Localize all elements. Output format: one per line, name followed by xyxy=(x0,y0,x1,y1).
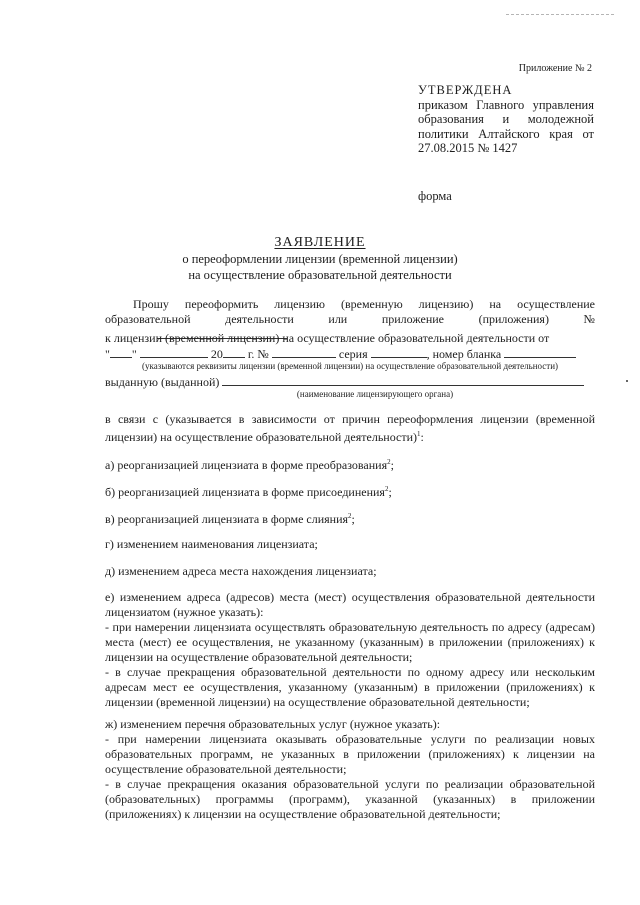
series-label: серия xyxy=(338,347,368,361)
license-details-line xyxy=(105,346,595,361)
item-zh xyxy=(105,717,595,822)
appendix-label: Приложение № 2 xyxy=(518,63,592,74)
item-a xyxy=(105,455,595,473)
year-field[interactable] xyxy=(223,346,245,358)
item-v-footnote: 2 xyxy=(348,512,352,520)
item-e xyxy=(105,590,595,710)
item-b xyxy=(105,482,595,500)
day-field[interactable] xyxy=(110,346,132,358)
item-v xyxy=(105,509,595,527)
authority-caption: (наименование лицензирующего органа) xyxy=(296,389,454,399)
number-label: г. № xyxy=(247,347,269,361)
form-label: форма xyxy=(418,189,452,203)
item-e-text: е) изменением адреса (адресов) места (мест) осуществления образовательной деятельности лицензиатом (нужное указать): xyxy=(105,590,595,619)
scan-speck xyxy=(626,380,628,382)
item-a-footnote: 2 xyxy=(387,458,391,466)
item-a-text: а) реорганизацией лицензиата в форме преобразования xyxy=(105,458,388,472)
blank-number-label: , номер бланка xyxy=(426,347,502,361)
reason-suffix: : xyxy=(420,430,424,444)
item-zh-sub2: - в случае прекращения оказания образовательной услуги по реализации образовательной (образовательных) программы (программ), указанной (указанных) в приложении (приложениях) к лицензии на осуществление образовательной деятельности; xyxy=(105,777,595,821)
item-e-sub1: - при намерении лицензиата осуществлять образовательную деятельность по адресу (адресам) места (мест) ее осуществления, не указанному (указанным) в приложении (приложениях) к лицензии на осуществление образовательной деятельности; xyxy=(105,620,595,664)
item-zh-sub1: - при намерении лицензиата оказывать образовательные услуги по реализации новых образовательных программ, не указанных в приложении (приложениях) к лицензии на осуществление образовательной деятельности; xyxy=(105,732,595,776)
approved-heading: УТВЕРЖДЕНА xyxy=(418,83,513,97)
title-line-1: ЗАЯВЛЕНИЕ xyxy=(274,235,366,250)
details-caption: (указываются реквизиты лицензии (временной лицензии) на осуществление образовательной деятельности) xyxy=(141,361,559,371)
intro-text: Прошу переоформить лицензию (временную лицензию) на осуществление образовательной деятельности или приложение (приложения) № xyxy=(105,297,595,326)
date-quote-close: " xyxy=(131,347,137,361)
item-g: г) изменением наименования лицензиата; xyxy=(105,537,318,551)
license-number-field[interactable] xyxy=(272,346,336,358)
approved-by-text: приказом Главного управления образования и молодежной политики Алтайского края от 27.08.2015 № 1427 xyxy=(418,97,594,155)
issued-label: выданную (выданной) xyxy=(105,375,220,389)
item-b-end: ; xyxy=(388,485,392,499)
approval-block xyxy=(418,83,594,156)
year-label: 20 xyxy=(210,347,223,361)
item-v-end: ; xyxy=(351,512,355,526)
item-b-text: б) реорганизацией лицензиата в форме присоединения xyxy=(105,485,385,499)
item-zh-text: ж) изменением перечня образовательных услуг (нужное указать): xyxy=(105,717,441,731)
month-field[interactable] xyxy=(140,346,208,358)
reason-footnote: 1 xyxy=(417,430,421,438)
item-v-text: в) реорганизацией лицензиата в форме слияния xyxy=(105,512,349,526)
item-e-sub2: - в случае прекращения образовательной деятельности по одному адресу или нескольким адресам мест ее осуществления, указанному (указанным) в приложении (приложениях) к лицензии (временной лицензии) на осуществление образовательной деятельности; xyxy=(105,665,595,709)
item-d: д) изменением адреса места нахождения лицензиата; xyxy=(105,564,377,578)
document-title xyxy=(100,235,540,283)
issued-line xyxy=(105,374,595,389)
scan-top-line xyxy=(506,14,614,15)
item-b-footnote: 2 xyxy=(384,485,389,493)
blank-number-field[interactable] xyxy=(504,346,576,358)
series-field[interactable] xyxy=(371,346,427,358)
title-line-3: на осуществление образовательной деятельности xyxy=(188,268,452,282)
date-quote-open: " xyxy=(105,347,110,361)
intro-line-2: к лицензии (временной лицензии) на осуществление образовательной деятельности от xyxy=(105,331,550,345)
item-a-end: ; xyxy=(390,458,394,472)
reason-paragraph xyxy=(105,412,595,445)
reason-text: в связи с (указывается в зависимости от причин переоформления лицензии (временной лицензии) на осуществление образовательной деятельности) xyxy=(105,412,595,444)
issuing-authority-field[interactable] xyxy=(222,374,584,386)
title-line-2: о переоформлении лицензии (временной лицензии) xyxy=(182,252,458,266)
